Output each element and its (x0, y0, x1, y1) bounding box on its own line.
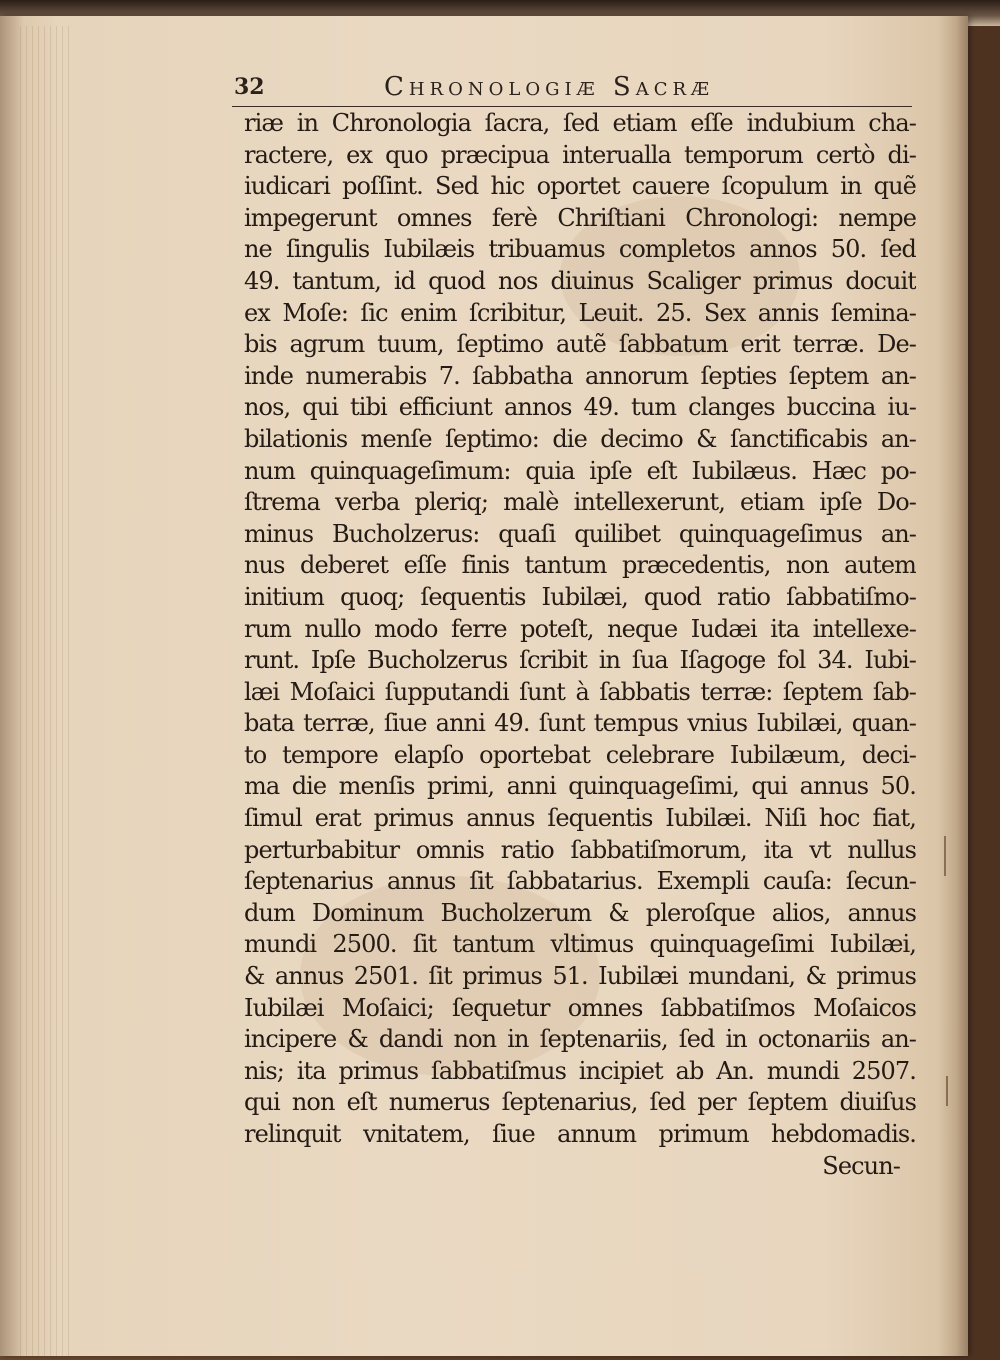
text-line: ſtrema verba pleriq; malè intellexerunt, etiam ipſe Do- (244, 488, 916, 517)
text-line: impegerunt omnes ferè Chriſtiani Chronologi: nempe (244, 203, 916, 232)
edge-mark (944, 836, 946, 876)
body-text (244, 108, 916, 1182)
page-number: 32 (234, 74, 265, 100)
running-title: Chronologiæ Sacræ (384, 72, 715, 102)
text-line: ſimul erat primus annus ſequentis Iubilæi. Niſi hoc fiat, (244, 804, 916, 833)
edge-mark (946, 1076, 948, 1106)
text-line: bata terræ, ſiue anni 49. ſunt tempus vnius Iubilæi, quan- (244, 709, 916, 738)
text-line: minus Bucholzerus: quaſi quilibet quinquageſimus an- (244, 519, 916, 548)
text-line: initium quoq; ſequentis Iubilæi, quod ratio ſabbatiſmo- (244, 582, 916, 611)
text-line: læi Moſaici ſupputandi ſunt à ſabbatis terræ: ſeptem ſab- (244, 677, 916, 706)
text-line: incipere & dandi non in ſeptenariis, ſed in octonariis an- (244, 1025, 916, 1054)
header-rule (232, 106, 912, 107)
text-line: num quinquageſimum: quia ipſe eſt Iubilæus. Hæc po- (244, 456, 916, 485)
text-line: perturbabitur omnis ratio ſabbatiſmorum, ita vt nullus (244, 835, 916, 864)
text-line: inde numerabis 7. ſabbatha annorum ſepties ſeptem an- (244, 361, 916, 390)
text-line: nus deberet eſſe finis tantum præcedentis, non autem (244, 551, 916, 580)
text-line: ex Moſe: ſic enim ſcribitur, Leuit. 25. Sex annis ſemina- (244, 298, 916, 327)
text-line: relinquit vnitatem, ſiue annum primum hebdomadis. (244, 1120, 916, 1148)
text-line: mundi 2500. ſit tantum vltimus quinquageſimi Iubilæi, (244, 930, 916, 959)
text-line: nos, qui tibi efficiunt annos 49. tum clanges buccina iu- (244, 393, 916, 422)
catchword: Secun- (822, 1151, 900, 1180)
page-stack-edges (20, 26, 70, 1356)
text-line: iudicari poſſint. Sed hic oportet cauere ſcopulum in quẽ (244, 172, 916, 201)
text-line: bis agrum tuum, ſeptimo autẽ ſabbatum erit terræ. De- (244, 330, 916, 359)
text-line: riæ in Chronologia ſacra, ſed etiam eſſe indubium cha- (244, 109, 916, 137)
text-line: ma die menſis primi, anni quinquageſimi, qui annus 50. (244, 772, 916, 801)
text-line: runt. Ipſe Bucholzerus ſcribit in ſua Iſagoge fol 34. Iubi- (244, 646, 916, 675)
text-line: 49. tantum, id quod nos diuinus Scaliger primus docuit (244, 266, 916, 295)
text-line: rum nullo modo ferre poteſt, neque Iudæi ita intellexe- (244, 614, 916, 643)
page-right-edge (938, 16, 968, 1356)
text-line: ſeptenarius annus ſit ſabbatarius. Exempli cauſa: ſecun- (244, 867, 916, 896)
text-line: qui non eſt numerus ſeptenarius, ſed per ſeptem diuiſus (244, 1088, 916, 1117)
text-line: bilationis menſe ſeptimo: die decimo & ſanctificabis an- (244, 424, 916, 453)
text-line: & annus 2501. ſit primus 51. Iubilæi mundani, & primus (244, 962, 916, 991)
text-line: Iubilæi Moſaici; ſequetur omnes ſabbatiſmos Moſaicos (244, 993, 916, 1022)
text-line: ne ſingulis Iubilæis tribuamus completos annos 50. ſed (244, 235, 916, 264)
running-head (232, 72, 912, 106)
text-line: nis; ita primus ſabbatiſmus incipiet ab An. mundi 2507. (244, 1056, 916, 1085)
text-line: ractere, ex quo præcipua interualla temporum certò di- (244, 140, 916, 169)
text-line: dum Dominum Bucholzerum & pleroſque alios, annus (244, 898, 916, 927)
text-line: to tempore elapſo oportebat celebrare Iubilæum, deci- (244, 740, 916, 769)
